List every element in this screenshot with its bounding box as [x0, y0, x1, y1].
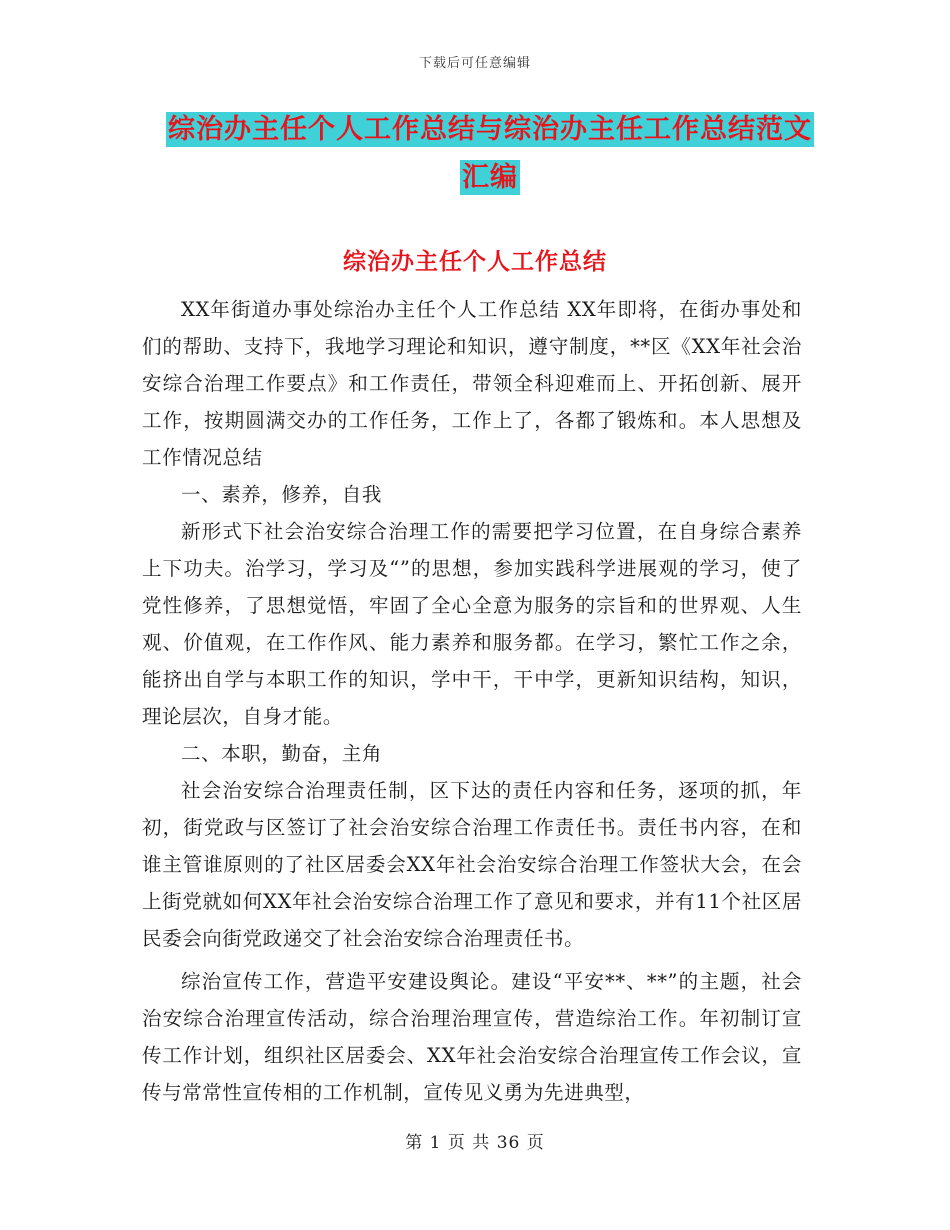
subheading-one: 一、素养，修养，自我 — [181, 483, 383, 506]
paragraph-responsibility: 社会治安综合治理责任制，区下达的责任内容和任务，逐项的抓，年初，街党政与区签订了社会治安综合治理工作责任书。责任书内容，在和谁主管谁原则的了社区居委会XX年社会治安综合治理工作签状大会，在会上街党就如何XX年社会治安综合治理工作了意见和要求，并有11个社区居民委会向街党政递交了社会治安综合治理责任书。 — [142, 779, 802, 950]
document-title-line-2: 汇编 — [462, 162, 518, 193]
document-body — [142, 291, 802, 1111]
paragraph-publicity: 综治宣传工作，营造平安建设舆论。建设“平安**、**”的主题，社会治安综合治理宣传活动，综合治理治理宣传，营造综治工作。年初制订宣传工作计划，组织社区居委会、XX年社会治安综合治理宣传工作会议，宣传与常常性宣传相的工作机制，宣传见义勇为先进典型， — [142, 970, 802, 1104]
document-title — [150, 106, 830, 202]
subheading-two: 二、本职，勤奋，主角 — [181, 742, 383, 765]
page-number-footer: 第 1 页 共 36 页 — [405, 1133, 545, 1153]
document-title-line-1: 综治办主任个人工作总结与综治办主任工作总结范文 — [168, 114, 812, 145]
section-heading: 综治办主任个人工作总结 — [343, 248, 607, 275]
paragraph-intro: XX年街道办事处综治办主任个人工作总结 XX年即将，在街办事处和们的帮助、支持下，我地学习理论和知识，遵守制度，**区《XX年社会治安综合治理工作要点》和工作责任，带领全科迎难而上、开拓创新、展开工作，按期圆满交办的工作任务，工作上了，各都了锻炼和。本人思想及工作情况总结 — [142, 298, 802, 469]
paragraph-study: 新形式下社会治安综合治理工作的需要把学习位置，在自身综合素养上下功夫。治学习，学习及“”的思想，参加实践科学进展观的学习，使了党性修养，了思想觉悟，牢固了全心全意为服务的宗旨和的世界观、人生观、价值观，在工作作风、能力素养和服务都。在学习，繁忙工作之余，能挤出自学与本职工作的知识，学中干，干中学，更新知识结构，知识，理论层次，自身才能。 — [142, 520, 802, 728]
page-header: 下载后可任意编辑 — [418, 56, 531, 71]
